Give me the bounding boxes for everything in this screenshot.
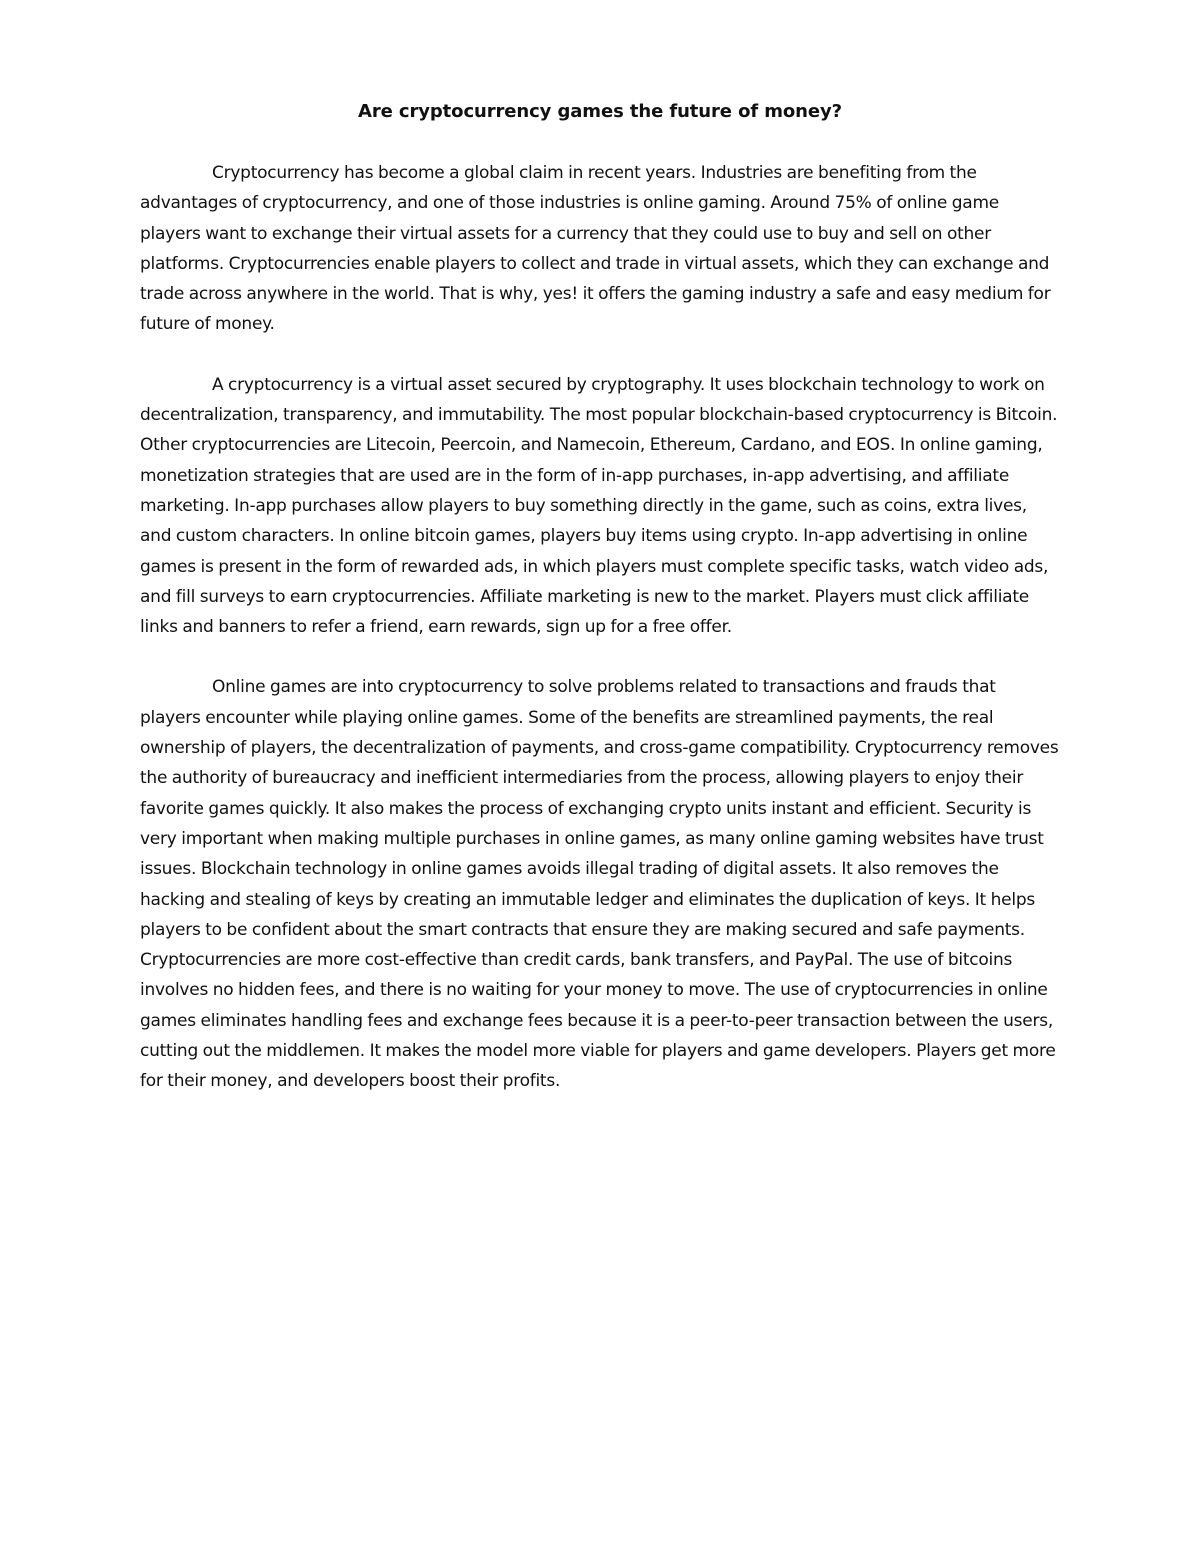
paragraph-intro: Cryptocurrency has become a global claim in recent years. Industries are benefiting from the advantages of cryptocurrency, and one of those industries is online gaming. Around 75% of online game players want to exchange their virtual assets for a currency that they could use to buy and sell on other platforms. Cryptocurrencies enable players to collect and trade in virtual assets, which they can exchange and trade across anywhere in the world. That is why, yes! it offers the gaming industry a safe and easy medium for future of money. [140, 163, 1051, 335]
document-title: Are cryptocurrency games the future of money? [358, 101, 842, 122]
paragraph-monetization: A cryptocurrency is a virtual asset secured by cryptography. It uses blockchain technology to work on decentralization, transparency, and immutability. The most popular blockchain-based cryptocurrency is Bitcoin. Other cryptocurrencies are Litecoin, Peercoin, and Namecoin, Ethereum, Cardano, and EOS. In online gaming, monetization strategies that are used are in the form of in-app purchases, in-app advertising, and affiliate marketing. In-app purchases allow players to buy something directly in the game, such as coins, extra lives, and custom characters. In online bitcoin games, players buy items using crypto. In-app advertising in online games is present in the form of rewarded ads, in which players must complete specific tasks, watch video ads, and fill surveys to earn cryptocurrencies. Affiliate marketing is new to the market. Players must click affiliate links and banners to refer a friend, earn rewards, sign up for a free offer. [140, 374, 1058, 638]
paragraph-benefits: Online games are into cryptocurrency to solve problems related to transactions and frauds that players encounter while playing online games. Some of the benefits are streamlined payments, the real ownership of players, the decentralization of payments, and cross-game compatibility. Cryptocurrency removes the authority of bureaucracy and inefficient intermediaries from the process, allowing players to enjoy their favorite games quickly. It also makes the process of exchanging crypto units instant and efficient. Security is very important when making multiple purchases in online games, as many online gaming websites have trust issues. Blockchain technology in online games avoids illegal trading of digital assets. It also removes the hacking and stealing of keys by creating an immutable ledger and eliminates the duplication of keys. It helps players to be confident about the smart contracts that ensure they are making secured and safe payments. Cryptocurrencies are more cost-effective than credit cards, bank transfers, and PayPal. The use of bitcoins involves no hidden fees, and there is no waiting for your money to move. The use of cryptocurrencies in online games eliminates handling fees and exchange fees because it is a peer-to-peer transaction between the users, cutting out the middlemen. It makes the model more viable for players and game developers. Players get more for their money, and developers boost their profits. [140, 677, 1059, 1092]
